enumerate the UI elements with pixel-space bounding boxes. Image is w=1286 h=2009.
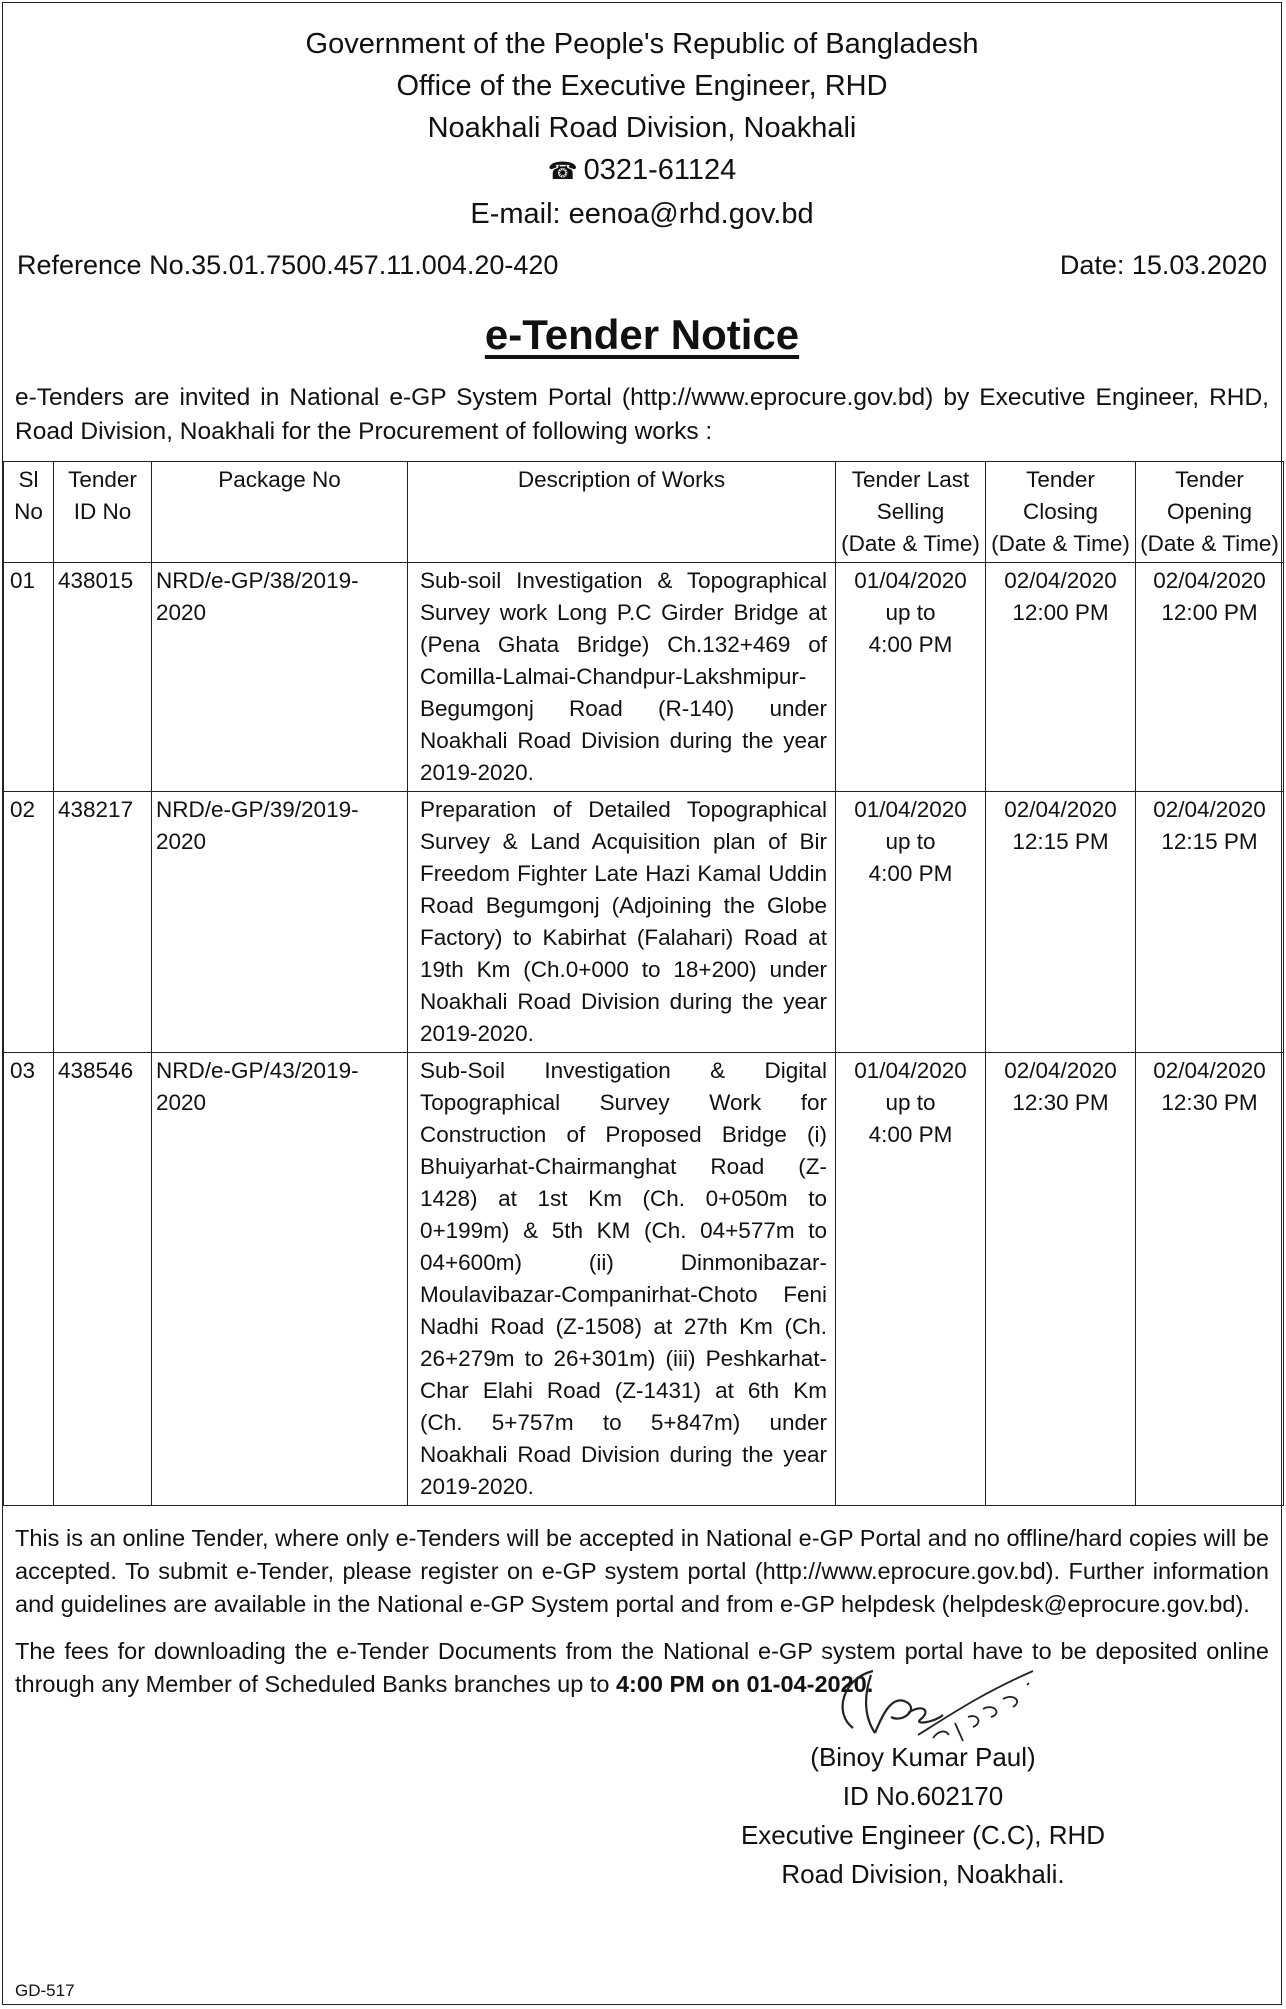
table-header-row [4, 462, 1284, 563]
header-closing: Tender Closing (Date & Time) [986, 462, 1136, 563]
header-sl-no: Sl No [4, 462, 54, 563]
notice-date: Date: 15.03.2020 [1059, 250, 1267, 280]
row-closing: 02/04/2020 12:30 PM [986, 1053, 1136, 1506]
phone-number: 0321-61124 [583, 154, 737, 186]
government-name: Government of the People's Republic of Bangladesh [305, 28, 979, 60]
row-opening: 02/04/2020 12:30 PM [1136, 1053, 1284, 1506]
row-package-no: NRD/e-GP/39/2019-2020 [152, 792, 408, 1053]
signatory-office: Road Division, Noakhali. [781, 1859, 1065, 1889]
office-name: Office of the Executive Engineer, RHD [396, 70, 888, 102]
row-last-selling: 01/04/2020 up to 4:00 PM [836, 563, 986, 792]
row-opening: 02/04/2020 12:00 PM [1136, 563, 1284, 792]
row-last-selling: 01/04/2020 up to 4:00 PM [836, 792, 986, 1053]
header-description: Description of Works [408, 462, 836, 563]
row-package-no: NRD/e-GP/43/2019-2020 [152, 1053, 408, 1506]
intro-paragraph: e-Tenders are invited in National e-GP System Portal (http://www.eprocure.gov.bd) by Executive Engineer, RHD, Road Division, Noakhali for the Procurement of following works : [15, 384, 1269, 445]
row-closing: 02/04/2020 12:15 PM [986, 792, 1136, 1053]
header-tender-id: Tender ID No [54, 462, 152, 563]
notice-title-text: e-Tender Notice [484, 311, 800, 358]
signatory-block [663, 1738, 1183, 1894]
table-row [4, 1053, 1284, 1506]
row-sl-no: 01 [4, 563, 54, 792]
row-tender-id: 438546 [54, 1053, 152, 1506]
footer-notes [15, 1522, 1269, 1701]
notice-title [3, 311, 1281, 359]
row-sl-no: 02 [4, 792, 54, 1053]
row-tender-id: 438015 [54, 563, 152, 792]
row-closing: 02/04/2020 12:00 PM [986, 563, 1136, 792]
online-tender-paragraph: This is an online Tender, where only e-Tenders will be accepted in National e-GP Portal and no offline/hard copies will be accepted. To submit e-Tender, please register on e-GP system portal (http://www.eprocure.gov.bd). Further information and guidelines are available in the National e-GP System portal and from e-GP helpdesk (helpdesk@eprocure.gov.bd). [15, 1525, 1269, 1617]
letterhead [3, 3, 1281, 235]
row-package-no: NRD/e-GP/38/2019-2020 [152, 563, 408, 792]
signatory-name: (Binoy Kumar Paul) [810, 1742, 1036, 1772]
email-line: E-mail: eenoa@rhd.gov.bd [470, 198, 814, 230]
header-opening: Tender Opening (Date & Time) [1136, 462, 1284, 563]
row-opening: 02/04/2020 12:15 PM [1136, 792, 1284, 1053]
fees-paragraph: The fees for downloading the e-Tender Documents from the National e-GP system portal have to be deposited online through any Member of Scheduled Banks branches up to 4:00 PM on 01-04-2020. [15, 1638, 1269, 1697]
division-name: Noakhali Road Division, Noakhali [427, 112, 857, 144]
table-row [4, 563, 1284, 792]
table-row [4, 792, 1284, 1053]
row-description: Preparation of Detailed Topographical Survey & Land Acquisition plan of Bir Freedom Fighter Late Hazi Kamal Uddin Road Begumgonj (Adjoining the Globe Factory) to Kabirhat (Falahari) Road at 19th Km (Ch.0+000 to 18+200) under Noakhali Road Division during the year 2019-2020. [408, 792, 836, 1053]
row-last-selling: 01/04/2020 up to 4:00 PM [836, 1053, 986, 1506]
row-description: Sub-Soil Investigation & Digital Topographical Survey Work for Construction of Proposed Bridge (i) Bhuiyarhat-Chairmanghat Road (Z-1428) at 1st Km (Ch. 0+050m to 0+199m) & 5th KM (Ch. 04+577m to 04+600m) (ii) Dinmonibazar-Moulavibazar-Companirhat-Choto Feni Nadhi Road (Z-1508) at 27th Km (Ch. 26+279m to 26+301m) (iii) Peshkarhat-Char Elahi Road (Z-1431) at 6th Km (Ch. 5+757m to 5+847m) under Noakhali Road Division during the year 2019-2020. [408, 1053, 836, 1506]
row-description: Sub-soil Investigation & Topographical Survey work Long P.C Girder Bridge at (Pena Ghata Bridge) Ch.132+469 of Comilla-Lalmai-Chandpur-Lakshmipur-Begumgonj Road (R-140) under Noakhali Road Division during the year 2019-2020. [408, 563, 836, 792]
telephone-icon: ☎ [547, 158, 578, 185]
header-package-no: Package No [152, 462, 408, 563]
tender-notice-page [2, 2, 1282, 2005]
reference-number: Reference No.35.01.7500.457.11.004.20-420 [17, 250, 559, 280]
row-tender-id: 438217 [54, 792, 152, 1053]
phone-line [3, 149, 1281, 193]
tender-table [3, 461, 1284, 1506]
header-last-selling: Tender Last Selling (Date & Time) [836, 462, 986, 563]
row-sl-no: 03 [4, 1053, 54, 1506]
reference-line [17, 247, 1267, 283]
signatory-designation: Executive Engineer (C.C), RHD [740, 1820, 1106, 1850]
form-code: GD-517 [15, 1981, 75, 2000]
signatory-id: ID No.602170 [842, 1781, 1004, 1811]
deadline-text: 4:00 PM on 01-04-2020. [615, 1671, 874, 1697]
